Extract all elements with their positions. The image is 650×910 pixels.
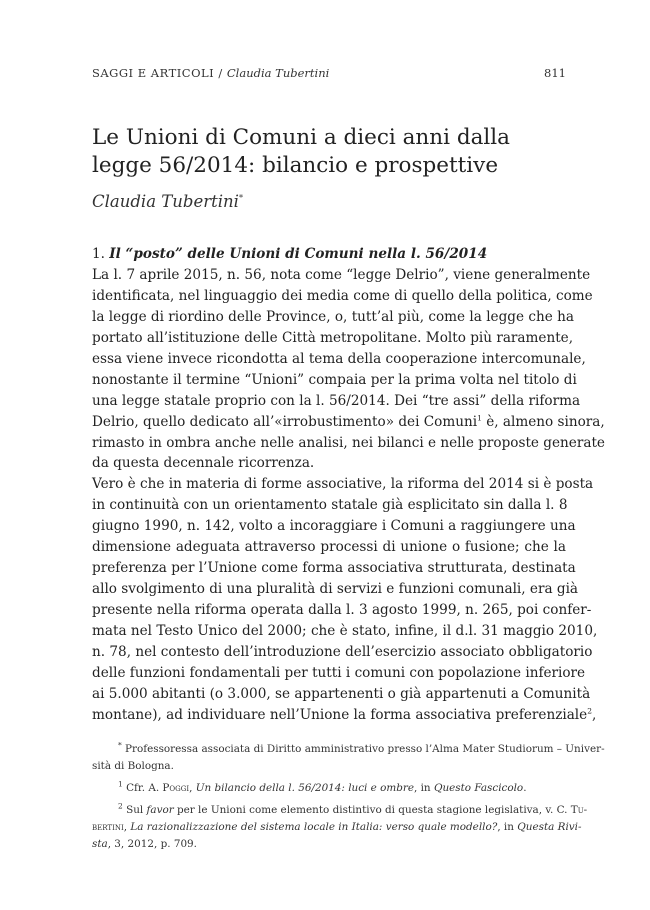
running-head-author: Claudia Tubertini — [226, 66, 330, 80]
author-name: Claudia Tubertini — [92, 192, 239, 211]
footnote-2-journal: Questa Rivi- — [517, 821, 582, 833]
footnote-1-author: A. Poggi — [148, 782, 190, 794]
footnote-2-line-2 — [92, 819, 582, 836]
footnote-text: , in — [497, 821, 518, 833]
body-line: La l. 7 aprile 2015, n. 56, nota come “legge Delrio”, viene generalmente — [92, 267, 591, 283]
footnote-2 — [92, 801, 588, 819]
body-line: la legge di riordino delle Province, o, tutt’al più, come la legge che ha — [92, 308, 574, 325]
title-line-1: Le Unioni di Comuni a dieci anni dalla — [92, 125, 510, 150]
body-line: Vero è che in materia di forme associative, la riforma del 2014 si è posta — [92, 476, 594, 493]
footnote-2-line-3 — [92, 836, 566, 853]
page-number: 811 — [544, 66, 566, 80]
footnotes — [92, 740, 605, 853]
running-head-left — [92, 66, 329, 80]
body-line: preferenza per l’Unione come forma associativa strutturata, destinata — [92, 560, 576, 577]
footnote-2-author-cont: bertini — [92, 821, 124, 833]
footnote-text: per le Unioni come elemento distintivo di questa stagione legislativa, v. — [173, 804, 557, 816]
footnote-text: , — [189, 782, 196, 794]
footnote-text: Cfr. — [122, 782, 149, 794]
body-line: giugno 1990, n. 142, volto a incoraggiare i Comuni a raggiungere una — [92, 518, 576, 535]
title-line-2: legge 56/2014: bilancio e prospettive — [92, 153, 499, 178]
running-head-section: SAGGI E ARTICOLI / — [92, 66, 227, 80]
author-footnote-mark: * — [238, 193, 243, 203]
running-head — [92, 66, 566, 82]
article-title — [92, 124, 566, 180]
footnote-1-title: Un bilancio della l. 56/2014: luci e ombre — [195, 782, 414, 794]
footnote-text: , in — [414, 782, 434, 794]
footnote-ref-2[interactable]: 2 — [587, 706, 592, 716]
footnote-star — [92, 740, 605, 758]
footnote-star-continued: sità di Bologna. — [92, 760, 174, 772]
section-title: Il “posto” delle Unioni di Comuni nella l. 56/2014 — [109, 246, 488, 262]
section-number: 1. — [92, 246, 110, 262]
footnote-1 — [92, 780, 566, 797]
section-heading — [92, 244, 487, 264]
body-line: dimensione adeguata attraverso processi di unione o fusione; che la — [92, 539, 566, 556]
footnote-2-title: La razionalizzazione del sistema locale in Italia: verso quale modello? — [130, 821, 498, 833]
footnote-text: Sul — [122, 804, 147, 816]
footnote-1-journal: Questo Fascicolo — [433, 782, 524, 794]
footnote-1-mark: 1 — [118, 779, 123, 789]
footnote-2-favor: favor — [146, 804, 174, 816]
footnote-2-author: C. Tu- — [556, 804, 588, 816]
body-line: identificata, nel linguaggio dei media come di quello della politica, come — [92, 287, 593, 304]
body-line-with-footnote-ref — [92, 705, 597, 726]
body-line: nonostante il termine “Unioni” compaia per la prima volta nel titolo di — [92, 371, 577, 388]
body-line: presente nella riforma operata dalla l. 3 agosto 1999, n. 265, poi confer- — [92, 602, 592, 618]
body-line-text: Delrio, quello dedicato all’«irrobustimento» dei Comuni — [92, 413, 478, 430]
footnote-ref-1[interactable]: 1 — [477, 413, 482, 423]
footnote-text: , 3, 2012, p. 709. — [107, 838, 197, 850]
body-text — [92, 265, 605, 726]
footnote-star-mark: * — [118, 740, 122, 750]
body-line: una legge statale proprio con la l. 56/2014. Dei “tre assi” della riforma — [92, 392, 581, 409]
body-line: mata nel Testo Unico del 2000; che è stato, infine, il d.l. 31 maggio 2010, — [92, 622, 598, 639]
body-line: da questa decennale ricorrenza. — [92, 455, 315, 472]
body-line-text: montane), ad individuare nell’Unione la forma associativa preferenziale — [92, 706, 588, 723]
body-line-tail: , — [591, 706, 597, 723]
footnote-2-mark: 2 — [118, 801, 123, 811]
body-line-tail: è, almeno sinora, — [481, 413, 605, 430]
body-line: rimasto in ombra anche nelle analisi, nei bilanci e nelle proposte generate — [92, 434, 605, 451]
body-line-with-footnote-ref — [92, 412, 605, 433]
footnote-text: . — [523, 782, 527, 794]
article-author — [92, 192, 243, 211]
body-line: in continuità con un orientamento statale già esplicitato sin dalla l. 8 — [92, 497, 568, 514]
footnote-text: , — [123, 821, 131, 833]
body-line: allo svolgimento di una pluralità di servizi e funzioni comunali, era già — [92, 581, 579, 598]
body-line: n. 78, nel contesto dell’introduzione dell’esercizio associato obbligatorio — [92, 643, 593, 660]
footnote-text: Professoressa associata di Diritto amministrativo presso l’Alma Mater Studiorum – Univer- — [121, 743, 605, 755]
footnote-2-journal-cont: sta — [92, 838, 108, 850]
body-line: portato all’istituzione delle Città metropolitane. Molto più raramente, — [92, 329, 574, 346]
body-line: essa viene invece ricondotta al tema della cooperazione intercomunale, — [92, 350, 586, 367]
body-line: ai 5.000 abitanti (o 3.000, se appartenenti o già appartenuti a Comunità — [92, 685, 591, 702]
body-line: delle funzioni fondamentali per tutti i comuni con popolazione inferiore — [92, 664, 586, 681]
